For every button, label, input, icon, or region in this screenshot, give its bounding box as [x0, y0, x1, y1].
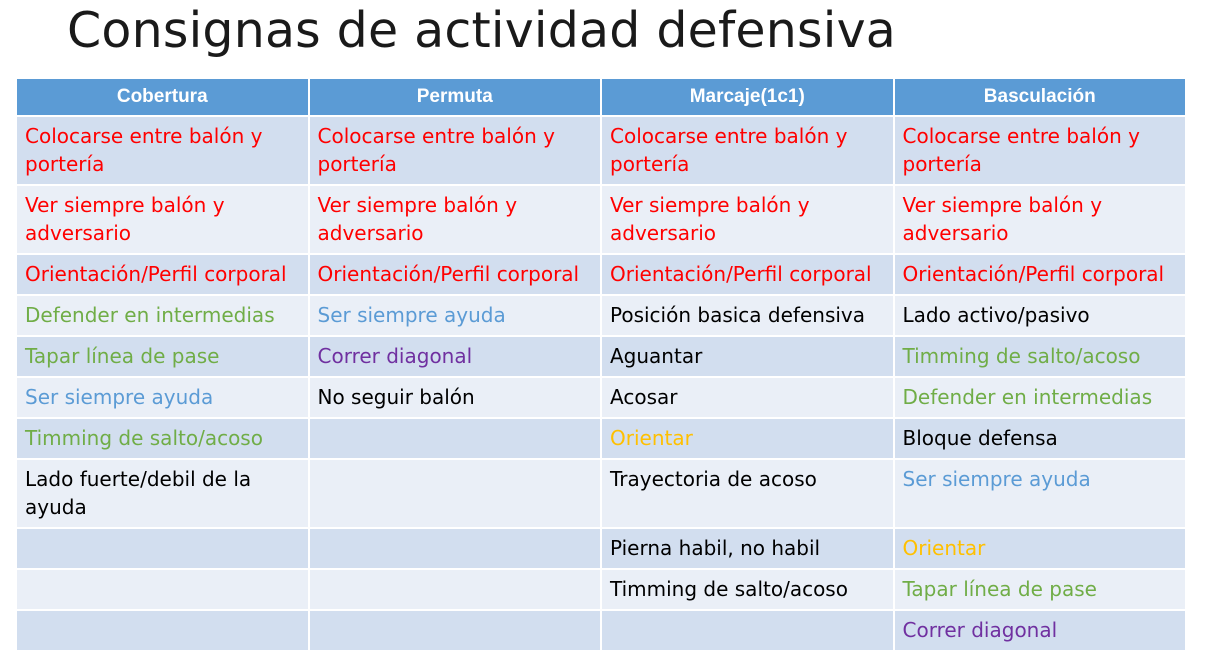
table-cell: No seguir balón [309, 377, 602, 418]
table-row [16, 528, 1186, 569]
column-header: Permuta [309, 78, 602, 116]
table-cell: Ser siempre ayuda [309, 295, 602, 336]
table-cell: Aguantar [601, 336, 894, 377]
table-row [16, 610, 1186, 651]
table-cell: Orientar [601, 418, 894, 459]
table-row [16, 336, 1186, 377]
table-cell: Orientación/Perfil corporal [16, 254, 309, 295]
table-row [16, 418, 1186, 459]
table-cell: Timming de salto/acoso [601, 569, 894, 610]
table-cell: Lado activo/pasivo [894, 295, 1187, 336]
table-row [16, 116, 1186, 185]
table-cell: Acosar [601, 377, 894, 418]
table-cell [309, 528, 602, 569]
table-cell: Orientación/Perfil corporal [601, 254, 894, 295]
table-cell: Posición basica defensiva [601, 295, 894, 336]
table-cell: Ser siempre ayuda [16, 377, 309, 418]
table-cell [16, 610, 309, 651]
table-cell: Orientación/Perfil corporal [894, 254, 1187, 295]
table-cell: Tapar línea de pase [894, 569, 1187, 610]
table-cell: Colocarse entre balón y portería [309, 116, 602, 185]
table-cell: Lado fuerte/debil de la ayuda [16, 459, 309, 528]
table-cell [309, 569, 602, 610]
table-cell: Timming de salto/acoso [894, 336, 1187, 377]
table-header-row [16, 78, 1186, 116]
table-row [16, 185, 1186, 254]
column-header: Basculación [894, 78, 1187, 116]
table-cell: Orientar [894, 528, 1187, 569]
table-cell: Colocarse entre balón y portería [16, 116, 309, 185]
table-row [16, 459, 1186, 528]
table-cell: Defender en intermedias [16, 295, 309, 336]
table-cell: Pierna habil, no habil [601, 528, 894, 569]
column-header: Marcaje(1c1) [601, 78, 894, 116]
table-cell [309, 610, 602, 651]
table-cell: Ver siempre balón y adversario [601, 185, 894, 254]
table-cell: Bloque defensa [894, 418, 1187, 459]
table-cell: Trayectoria de acoso [601, 459, 894, 528]
table-cell: Ver siempre balón y adversario [16, 185, 309, 254]
table-cell [16, 528, 309, 569]
table-row [16, 295, 1186, 336]
column-header: Cobertura [16, 78, 309, 116]
table-cell: Colocarse entre balón y portería [894, 116, 1187, 185]
table-row [16, 569, 1186, 610]
table-cell [309, 418, 602, 459]
defensive-activity-table [15, 77, 1187, 652]
table-cell: Defender en intermedias [894, 377, 1187, 418]
table-cell: Timming de salto/acoso [16, 418, 309, 459]
table-row [16, 254, 1186, 295]
table-cell: Tapar línea de pase [16, 336, 309, 377]
table-cell [16, 569, 309, 610]
table-cell: Ver siempre balón y adversario [894, 185, 1187, 254]
table-cell: Correr diagonal [894, 610, 1187, 651]
table-cell [309, 459, 602, 528]
table-cell [601, 610, 894, 651]
table-cell: Correr diagonal [309, 336, 602, 377]
table-cell: Ser siempre ayuda [894, 459, 1187, 528]
table-body [16, 116, 1186, 651]
table-cell: Ver siempre balón y adversario [309, 185, 602, 254]
table-cell: Colocarse entre balón y portería [601, 116, 894, 185]
table-row [16, 377, 1186, 418]
table-cell: Orientación/Perfil corporal [309, 254, 602, 295]
page-title: Consignas de actividad defensiva [67, 2, 896, 59]
